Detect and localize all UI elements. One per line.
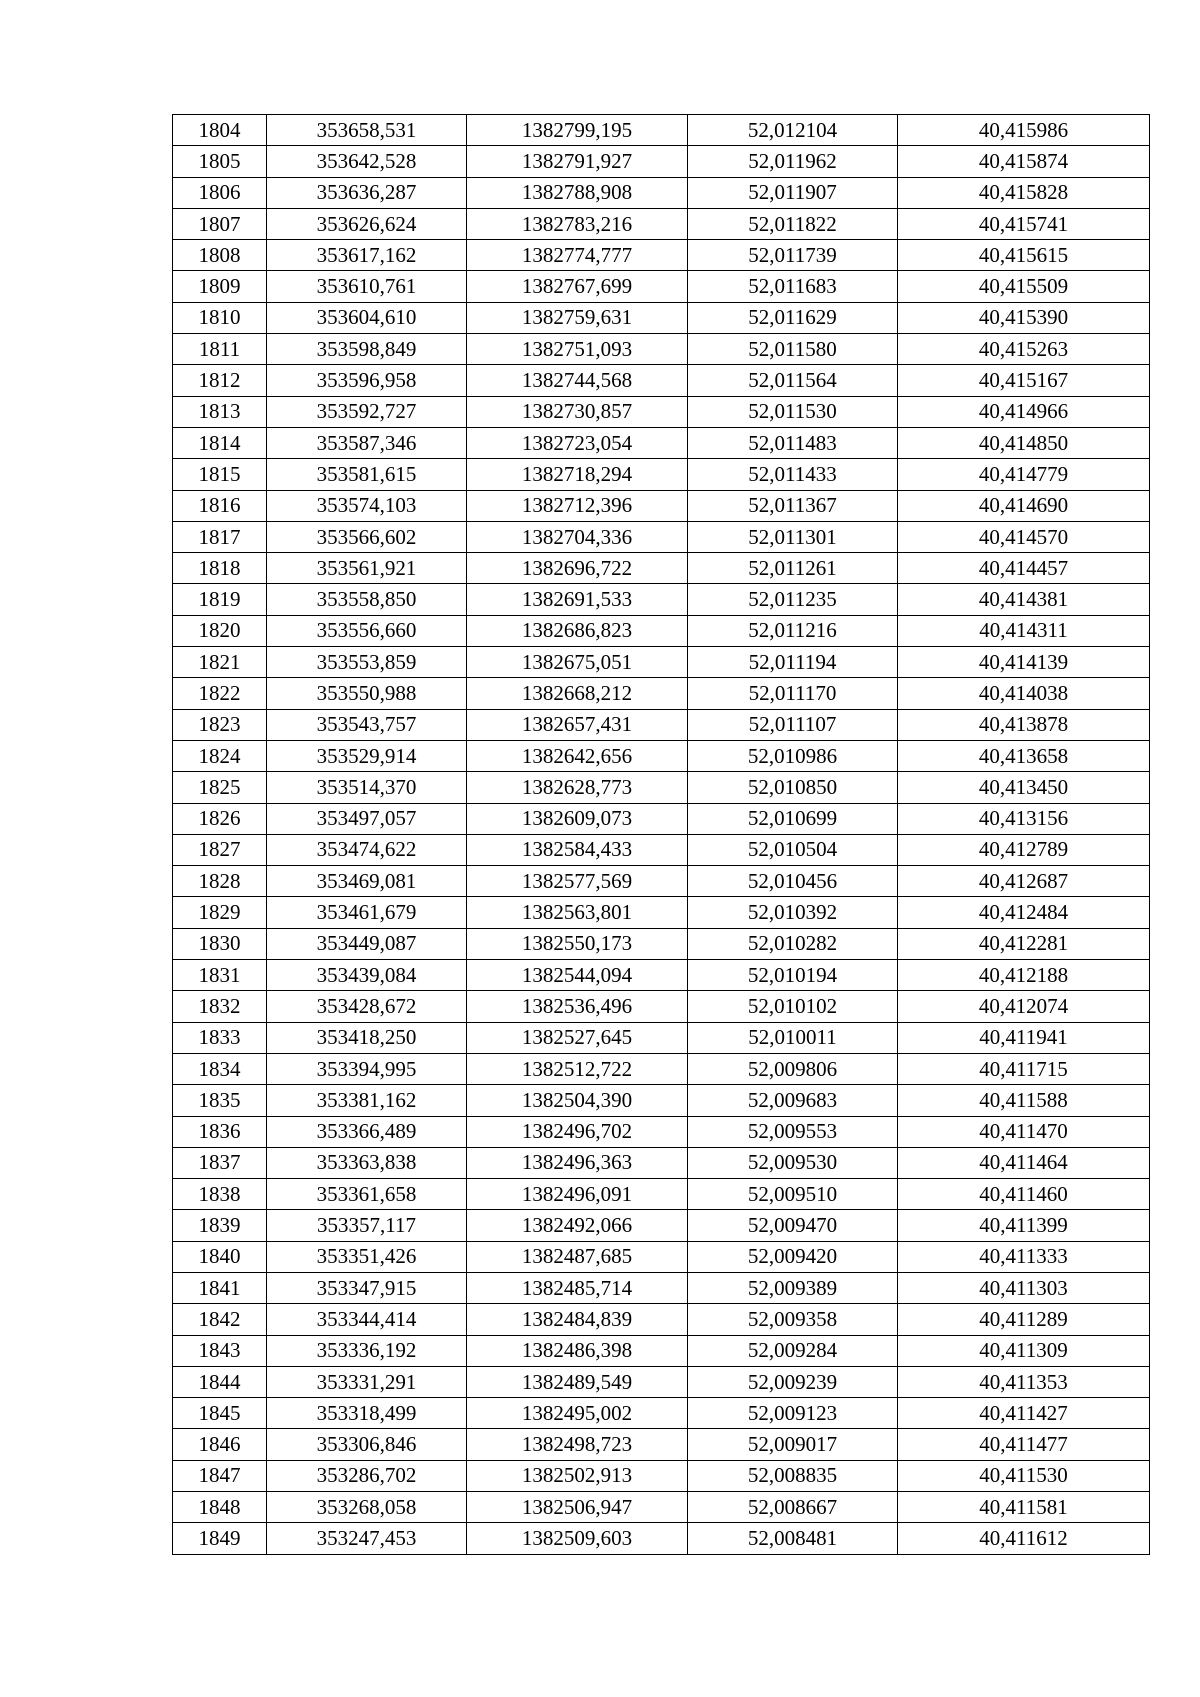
coordinates-table [172, 114, 1150, 1555]
longitude-cell: 40,415263 [898, 334, 1150, 365]
table-row [173, 115, 1150, 146]
point-number-cell: 1826 [173, 803, 267, 834]
latitude-cell: 52,011530 [688, 396, 898, 427]
x-coordinate-cell: 353469,081 [267, 866, 467, 897]
latitude-cell: 52,010011 [688, 1022, 898, 1053]
latitude-cell: 52,011261 [688, 553, 898, 584]
latitude-cell: 52,009470 [688, 1210, 898, 1241]
latitude-cell: 52,011235 [688, 584, 898, 615]
point-number-cell: 1812 [173, 365, 267, 396]
x-coordinate-cell: 353474,622 [267, 834, 467, 865]
longitude-cell: 40,411460 [898, 1179, 1150, 1210]
longitude-cell: 40,411581 [898, 1492, 1150, 1523]
latitude-cell: 52,009389 [688, 1272, 898, 1303]
longitude-cell: 40,414381 [898, 584, 1150, 615]
latitude-cell: 52,009683 [688, 1085, 898, 1116]
table-row [173, 1335, 1150, 1366]
table-row [173, 1398, 1150, 1429]
table-row [173, 897, 1150, 928]
latitude-cell: 52,011580 [688, 334, 898, 365]
x-coordinate-cell: 353543,757 [267, 709, 467, 740]
table-row [173, 834, 1150, 865]
longitude-cell: 40,411612 [898, 1523, 1150, 1554]
longitude-cell: 40,412281 [898, 928, 1150, 959]
point-number-cell: 1813 [173, 396, 267, 427]
point-number-cell: 1815 [173, 459, 267, 490]
table-row [173, 1116, 1150, 1147]
longitude-cell: 40,414311 [898, 615, 1150, 646]
table-row [173, 1272, 1150, 1303]
point-number-cell: 1805 [173, 146, 267, 177]
y-coordinate-cell: 1382668,212 [467, 678, 688, 709]
longitude-cell: 40,412789 [898, 834, 1150, 865]
point-number-cell: 1834 [173, 1053, 267, 1084]
point-number-cell: 1817 [173, 521, 267, 552]
x-coordinate-cell: 353658,531 [267, 115, 467, 146]
y-coordinate-cell: 1382783,216 [467, 208, 688, 239]
latitude-cell: 52,010194 [688, 960, 898, 991]
latitude-cell: 52,011433 [688, 459, 898, 490]
y-coordinate-cell: 1382642,656 [467, 740, 688, 771]
longitude-cell: 40,411399 [898, 1210, 1150, 1241]
longitude-cell: 40,415741 [898, 208, 1150, 239]
y-coordinate-cell: 1382791,927 [467, 146, 688, 177]
point-number-cell: 1846 [173, 1429, 267, 1460]
y-coordinate-cell: 1382723,054 [467, 427, 688, 458]
latitude-cell: 52,010102 [688, 991, 898, 1022]
point-number-cell: 1814 [173, 427, 267, 458]
x-coordinate-cell: 353558,850 [267, 584, 467, 615]
x-coordinate-cell: 353361,658 [267, 1179, 467, 1210]
y-coordinate-cell: 1382584,433 [467, 834, 688, 865]
latitude-cell: 52,011483 [688, 427, 898, 458]
latitude-cell: 52,009358 [688, 1304, 898, 1335]
point-number-cell: 1829 [173, 897, 267, 928]
x-coordinate-cell: 353418,250 [267, 1022, 467, 1053]
point-number-cell: 1844 [173, 1366, 267, 1397]
point-number-cell: 1832 [173, 991, 267, 1022]
y-coordinate-cell: 1382527,645 [467, 1022, 688, 1053]
y-coordinate-cell: 1382509,603 [467, 1523, 688, 1554]
point-number-cell: 1820 [173, 615, 267, 646]
point-number-cell: 1808 [173, 240, 267, 271]
latitude-cell: 52,011683 [688, 271, 898, 302]
latitude-cell: 52,010282 [688, 928, 898, 959]
longitude-cell: 40,412484 [898, 897, 1150, 928]
y-coordinate-cell: 1382675,051 [467, 647, 688, 678]
y-coordinate-cell: 1382485,714 [467, 1272, 688, 1303]
table-row [173, 960, 1150, 991]
x-coordinate-cell: 353347,915 [267, 1272, 467, 1303]
longitude-cell: 40,411477 [898, 1429, 1150, 1460]
point-number-cell: 1841 [173, 1272, 267, 1303]
longitude-cell: 40,412074 [898, 991, 1150, 1022]
longitude-cell: 40,411303 [898, 1272, 1150, 1303]
longitude-cell: 40,413156 [898, 803, 1150, 834]
table-row [173, 803, 1150, 834]
longitude-cell: 40,411353 [898, 1366, 1150, 1397]
y-coordinate-cell: 1382799,195 [467, 115, 688, 146]
x-coordinate-cell: 353449,087 [267, 928, 467, 959]
latitude-cell: 52,011367 [688, 490, 898, 521]
point-number-cell: 1833 [173, 1022, 267, 1053]
x-coordinate-cell: 353366,489 [267, 1116, 467, 1147]
x-coordinate-cell: 353529,914 [267, 740, 467, 771]
longitude-cell: 40,414038 [898, 678, 1150, 709]
x-coordinate-cell: 353306,846 [267, 1429, 467, 1460]
point-number-cell: 1831 [173, 960, 267, 991]
longitude-cell: 40,411427 [898, 1398, 1150, 1429]
point-number-cell: 1849 [173, 1523, 267, 1554]
x-coordinate-cell: 353626,624 [267, 208, 467, 239]
latitude-cell: 52,011822 [688, 208, 898, 239]
x-coordinate-cell: 353381,162 [267, 1085, 467, 1116]
longitude-cell: 40,414850 [898, 427, 1150, 458]
table-row [173, 365, 1150, 396]
x-coordinate-cell: 353642,528 [267, 146, 467, 177]
table-row [173, 490, 1150, 521]
point-number-cell: 1804 [173, 115, 267, 146]
x-coordinate-cell: 353247,453 [267, 1523, 467, 1554]
y-coordinate-cell: 1382718,294 [467, 459, 688, 490]
longitude-cell: 40,413878 [898, 709, 1150, 740]
latitude-cell: 52,011301 [688, 521, 898, 552]
longitude-cell: 40,415167 [898, 365, 1150, 396]
y-coordinate-cell: 1382628,773 [467, 772, 688, 803]
table-row [173, 1304, 1150, 1335]
table-row [173, 1460, 1150, 1491]
point-number-cell: 1806 [173, 177, 267, 208]
x-coordinate-cell: 353336,192 [267, 1335, 467, 1366]
x-coordinate-cell: 353286,702 [267, 1460, 467, 1491]
table-row [173, 1429, 1150, 1460]
point-number-cell: 1822 [173, 678, 267, 709]
x-coordinate-cell: 353636,287 [267, 177, 467, 208]
y-coordinate-cell: 1382544,094 [467, 960, 688, 991]
point-number-cell: 1821 [173, 647, 267, 678]
point-number-cell: 1837 [173, 1147, 267, 1178]
longitude-cell: 40,411530 [898, 1460, 1150, 1491]
y-coordinate-cell: 1382487,685 [467, 1241, 688, 1272]
longitude-cell: 40,413450 [898, 772, 1150, 803]
table-row [173, 146, 1150, 177]
table-row [173, 240, 1150, 271]
y-coordinate-cell: 1382767,699 [467, 271, 688, 302]
y-coordinate-cell: 1382550,173 [467, 928, 688, 959]
latitude-cell: 52,010504 [688, 834, 898, 865]
y-coordinate-cell: 1382486,398 [467, 1335, 688, 1366]
table-row [173, 928, 1150, 959]
x-coordinate-cell: 353610,761 [267, 271, 467, 302]
point-number-cell: 1824 [173, 740, 267, 771]
longitude-cell: 40,411715 [898, 1053, 1150, 1084]
point-number-cell: 1847 [173, 1460, 267, 1491]
x-coordinate-cell: 353574,103 [267, 490, 467, 521]
longitude-cell: 40,411333 [898, 1241, 1150, 1272]
x-coordinate-cell: 353556,660 [267, 615, 467, 646]
longitude-cell: 40,411464 [898, 1147, 1150, 1178]
table-row [173, 334, 1150, 365]
table-row [173, 553, 1150, 584]
table-row [173, 1179, 1150, 1210]
y-coordinate-cell: 1382759,631 [467, 302, 688, 333]
longitude-cell: 40,411289 [898, 1304, 1150, 1335]
latitude-cell: 52,010392 [688, 897, 898, 928]
x-coordinate-cell: 353550,988 [267, 678, 467, 709]
x-coordinate-cell: 353461,679 [267, 897, 467, 928]
x-coordinate-cell: 353351,426 [267, 1241, 467, 1272]
latitude-cell: 52,011907 [688, 177, 898, 208]
x-coordinate-cell: 353268,058 [267, 1492, 467, 1523]
x-coordinate-cell: 353596,958 [267, 365, 467, 396]
y-coordinate-cell: 1382563,801 [467, 897, 688, 928]
point-number-cell: 1838 [173, 1179, 267, 1210]
y-coordinate-cell: 1382609,073 [467, 803, 688, 834]
point-number-cell: 1810 [173, 302, 267, 333]
point-number-cell: 1839 [173, 1210, 267, 1241]
longitude-cell: 40,414570 [898, 521, 1150, 552]
table-row [173, 302, 1150, 333]
y-coordinate-cell: 1382712,396 [467, 490, 688, 521]
table-row [173, 1022, 1150, 1053]
y-coordinate-cell: 1382506,947 [467, 1492, 688, 1523]
x-coordinate-cell: 353553,859 [267, 647, 467, 678]
point-number-cell: 1840 [173, 1241, 267, 1272]
longitude-cell: 40,415509 [898, 271, 1150, 302]
x-coordinate-cell: 353363,838 [267, 1147, 467, 1178]
latitude-cell: 52,011194 [688, 647, 898, 678]
x-coordinate-cell: 353581,615 [267, 459, 467, 490]
x-coordinate-cell: 353514,370 [267, 772, 467, 803]
x-coordinate-cell: 353604,610 [267, 302, 467, 333]
latitude-cell: 52,008481 [688, 1523, 898, 1554]
table-row [173, 1053, 1150, 1084]
longitude-cell: 40,415986 [898, 115, 1150, 146]
latitude-cell: 52,010456 [688, 866, 898, 897]
point-number-cell: 1836 [173, 1116, 267, 1147]
point-number-cell: 1842 [173, 1304, 267, 1335]
point-number-cell: 1827 [173, 834, 267, 865]
table-row [173, 991, 1150, 1022]
table-row [173, 584, 1150, 615]
latitude-cell: 52,009553 [688, 1116, 898, 1147]
latitude-cell: 52,009239 [688, 1366, 898, 1397]
y-coordinate-cell: 1382492,066 [467, 1210, 688, 1241]
point-number-cell: 1816 [173, 490, 267, 521]
latitude-cell: 52,009284 [688, 1335, 898, 1366]
x-coordinate-cell: 353598,849 [267, 334, 467, 365]
x-coordinate-cell: 353344,414 [267, 1304, 467, 1335]
x-coordinate-cell: 353331,291 [267, 1366, 467, 1397]
y-coordinate-cell: 1382489,549 [467, 1366, 688, 1397]
longitude-cell: 40,411588 [898, 1085, 1150, 1116]
x-coordinate-cell: 353318,499 [267, 1398, 467, 1429]
y-coordinate-cell: 1382691,533 [467, 584, 688, 615]
point-number-cell: 1830 [173, 928, 267, 959]
latitude-cell: 52,011170 [688, 678, 898, 709]
latitude-cell: 52,009017 [688, 1429, 898, 1460]
coordinates-table-body [173, 115, 1150, 1555]
point-number-cell: 1819 [173, 584, 267, 615]
longitude-cell: 40,415390 [898, 302, 1150, 333]
latitude-cell: 52,010986 [688, 740, 898, 771]
table-row [173, 866, 1150, 897]
point-number-cell: 1843 [173, 1335, 267, 1366]
latitude-cell: 52,009510 [688, 1179, 898, 1210]
table-row [173, 521, 1150, 552]
table-row [173, 1210, 1150, 1241]
y-coordinate-cell: 1382502,913 [467, 1460, 688, 1491]
latitude-cell: 52,009420 [688, 1241, 898, 1272]
latitude-cell: 52,008835 [688, 1460, 898, 1491]
y-coordinate-cell: 1382496,091 [467, 1179, 688, 1210]
longitude-cell: 40,415874 [898, 146, 1150, 177]
longitude-cell: 40,412188 [898, 960, 1150, 991]
longitude-cell: 40,414690 [898, 490, 1150, 521]
latitude-cell: 52,011739 [688, 240, 898, 271]
table-row [173, 1366, 1150, 1397]
latitude-cell: 52,009123 [688, 1398, 898, 1429]
longitude-cell: 40,412687 [898, 866, 1150, 897]
point-number-cell: 1835 [173, 1085, 267, 1116]
y-coordinate-cell: 1382788,908 [467, 177, 688, 208]
table-row [173, 271, 1150, 302]
y-coordinate-cell: 1382577,569 [467, 866, 688, 897]
y-coordinate-cell: 1382704,336 [467, 521, 688, 552]
y-coordinate-cell: 1382744,568 [467, 365, 688, 396]
latitude-cell: 52,012104 [688, 115, 898, 146]
x-coordinate-cell: 353561,921 [267, 553, 467, 584]
longitude-cell: 40,411941 [898, 1022, 1150, 1053]
longitude-cell: 40,415615 [898, 240, 1150, 271]
latitude-cell: 52,010850 [688, 772, 898, 803]
y-coordinate-cell: 1382730,857 [467, 396, 688, 427]
point-number-cell: 1848 [173, 1492, 267, 1523]
latitude-cell: 52,009806 [688, 1053, 898, 1084]
point-number-cell: 1825 [173, 772, 267, 803]
x-coordinate-cell: 353439,084 [267, 960, 467, 991]
x-coordinate-cell: 353617,162 [267, 240, 467, 271]
longitude-cell: 40,415828 [898, 177, 1150, 208]
latitude-cell: 52,011216 [688, 615, 898, 646]
y-coordinate-cell: 1382496,363 [467, 1147, 688, 1178]
latitude-cell: 52,011107 [688, 709, 898, 740]
point-number-cell: 1807 [173, 208, 267, 239]
y-coordinate-cell: 1382495,002 [467, 1398, 688, 1429]
longitude-cell: 40,411309 [898, 1335, 1150, 1366]
longitude-cell: 40,413658 [898, 740, 1150, 771]
longitude-cell: 40,411470 [898, 1116, 1150, 1147]
longitude-cell: 40,414779 [898, 459, 1150, 490]
point-number-cell: 1845 [173, 1398, 267, 1429]
longitude-cell: 40,414457 [898, 553, 1150, 584]
x-coordinate-cell: 353566,602 [267, 521, 467, 552]
x-coordinate-cell: 353497,057 [267, 803, 467, 834]
table-row [173, 177, 1150, 208]
point-number-cell: 1811 [173, 334, 267, 365]
x-coordinate-cell: 353357,117 [267, 1210, 467, 1241]
table-row [173, 208, 1150, 239]
table-row [173, 1241, 1150, 1272]
y-coordinate-cell: 1382751,093 [467, 334, 688, 365]
y-coordinate-cell: 1382686,823 [467, 615, 688, 646]
longitude-cell: 40,414139 [898, 647, 1150, 678]
table-row [173, 1147, 1150, 1178]
y-coordinate-cell: 1382512,722 [467, 1053, 688, 1084]
latitude-cell: 52,011564 [688, 365, 898, 396]
table-row [173, 1492, 1150, 1523]
table-row [173, 615, 1150, 646]
x-coordinate-cell: 353592,727 [267, 396, 467, 427]
y-coordinate-cell: 1382484,839 [467, 1304, 688, 1335]
table-row [173, 1523, 1150, 1554]
point-number-cell: 1809 [173, 271, 267, 302]
latitude-cell: 52,011629 [688, 302, 898, 333]
y-coordinate-cell: 1382504,390 [467, 1085, 688, 1116]
y-coordinate-cell: 1382536,496 [467, 991, 688, 1022]
table-row [173, 740, 1150, 771]
table-row [173, 459, 1150, 490]
y-coordinate-cell: 1382498,723 [467, 1429, 688, 1460]
y-coordinate-cell: 1382774,777 [467, 240, 688, 271]
table-row [173, 678, 1150, 709]
table-row [173, 772, 1150, 803]
longitude-cell: 40,414966 [898, 396, 1150, 427]
table-row [173, 1085, 1150, 1116]
table-row [173, 427, 1150, 458]
y-coordinate-cell: 1382657,431 [467, 709, 688, 740]
x-coordinate-cell: 353394,995 [267, 1053, 467, 1084]
latitude-cell: 52,010699 [688, 803, 898, 834]
y-coordinate-cell: 1382496,702 [467, 1116, 688, 1147]
x-coordinate-cell: 353428,672 [267, 991, 467, 1022]
latitude-cell: 52,009530 [688, 1147, 898, 1178]
y-coordinate-cell: 1382696,722 [467, 553, 688, 584]
table-row [173, 709, 1150, 740]
table-row [173, 647, 1150, 678]
latitude-cell: 52,011962 [688, 146, 898, 177]
point-number-cell: 1818 [173, 553, 267, 584]
point-number-cell: 1828 [173, 866, 267, 897]
point-number-cell: 1823 [173, 709, 267, 740]
latitude-cell: 52,008667 [688, 1492, 898, 1523]
table-row [173, 396, 1150, 427]
x-coordinate-cell: 353587,346 [267, 427, 467, 458]
